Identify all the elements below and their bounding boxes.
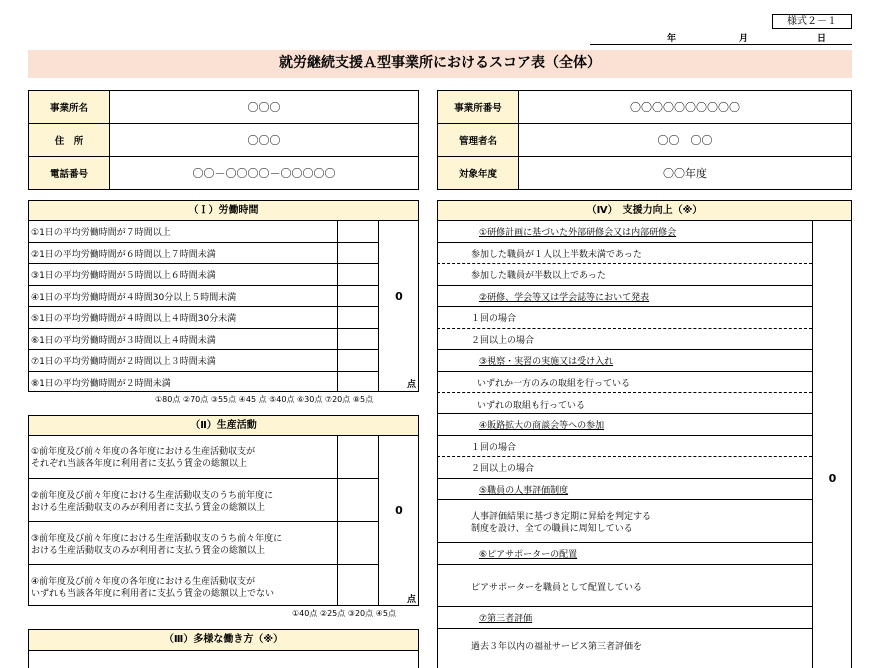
section4-group-title: ③視察・実習の実施又は受け入れ xyxy=(479,357,614,367)
section4-option: １回の場合 xyxy=(471,314,517,324)
section2-row-line xyxy=(28,564,378,565)
section2-item-line2: おける生産活動収支のみが利用者に支払う賃金の総額以上 xyxy=(31,503,266,513)
section1-score: 0 xyxy=(395,290,403,303)
section1-score-divider xyxy=(378,220,379,392)
section4-group-title: ⑤職員の人事評価制度 xyxy=(479,486,569,496)
section1-item: ⑧1日の平均労働時間が２時間未満 xyxy=(31,379,171,389)
section2-item-line2: いずれも当該各年度に利用者に支払う賃金の総額以上でない xyxy=(31,589,275,599)
section4-option: いずれか一方のみの取組を行っている xyxy=(477,379,631,389)
section4-group-title: ⑦第三者評価 xyxy=(479,614,533,624)
section2-item-line1: ①前年度及び前々年度の各年度における生産活動収支が xyxy=(31,447,256,457)
section4-line xyxy=(437,371,812,372)
section1-item: ②1日の平均労働時間が６時間以上７時間未満 xyxy=(31,250,216,260)
office-name-label: 事業所名 xyxy=(29,91,110,124)
section1-unit: 点 xyxy=(407,380,417,390)
date-year-label: 年 xyxy=(667,34,677,44)
section4-dash-line xyxy=(437,263,812,264)
section2-row-line xyxy=(28,521,378,522)
section4-line xyxy=(437,628,812,629)
form-number: 様式２－１ xyxy=(772,14,852,29)
section3-header: （Ⅲ）多様な働き方（※） xyxy=(28,629,419,651)
section2-item-line1: ③前年度及び前々年度における生産活動収支のうち前々年度に xyxy=(31,534,283,544)
section1-row-line xyxy=(28,328,378,329)
section2-item-line2: おける生産活動収支のみが利用者に支払う賃金の総額以上 xyxy=(31,546,266,556)
office-info-right xyxy=(437,90,852,190)
section4-line xyxy=(437,606,812,607)
section4-group-title: ⑥ピアサポーターの配置 xyxy=(479,550,578,560)
section1-item: ⑤1日の平均労働時間が４時間以上４時間30分未満 xyxy=(31,314,237,324)
phone-value: 〇〇－〇〇〇〇－〇〇〇〇〇 xyxy=(110,157,419,190)
section4-line xyxy=(437,413,812,414)
section4-option: 参加した職員が半数以上であった xyxy=(471,271,606,281)
address-label: 住 所 xyxy=(29,124,110,157)
date-underline xyxy=(590,44,852,45)
section1-header: （Ｉ）労働時間 xyxy=(28,200,419,221)
section4-line xyxy=(437,285,812,286)
section4-line xyxy=(437,564,812,565)
office-number-value: 〇〇〇〇〇〇〇〇〇〇 xyxy=(519,91,852,124)
section3-body xyxy=(28,650,419,668)
section4-option: ２回以上の場合 xyxy=(471,464,535,474)
section4-dash-line xyxy=(437,392,812,393)
section4-option: いずれの取組も行っている xyxy=(477,401,586,411)
section1-item: ④1日の平均労働時間が４時間30分以上５時間未満 xyxy=(31,293,237,303)
section1-row-line xyxy=(28,306,378,307)
section4-header: （Ⅳ） 支援力向上（※） xyxy=(437,200,852,221)
section4-option: ２回以上の場合 xyxy=(471,336,535,346)
phone-label: 電話番号 xyxy=(29,157,110,190)
date-month-label: 月 xyxy=(739,34,749,44)
section2-item-line1: ④前年度及び前々年度の各年度における生産活動収支が xyxy=(31,577,256,587)
section4-option: ピアサポーターを職員として配置している xyxy=(471,583,643,593)
section4-score-divider xyxy=(812,220,813,668)
section1-row-line xyxy=(28,263,378,264)
office-info-left xyxy=(28,90,419,190)
section4-group-title: ②研修、学会等又は学会誌等において発表 xyxy=(479,293,650,303)
section1-item: ①1日の平均労働時間が７時間以上 xyxy=(31,228,171,238)
section4-group-title: ①研修計画に基づいた外部研修会又は内部研修会 xyxy=(479,228,677,238)
section4-dash-line xyxy=(437,328,812,329)
section2-score: 0 xyxy=(395,504,403,517)
section4-option: 過去３年以内の福祉サービス第三者評価を xyxy=(471,642,643,652)
date-day-label: 日 xyxy=(817,34,827,44)
page-title: 就労継続支援Ａ型事業所におけるスコア表（全体） xyxy=(28,50,852,78)
section2-item-line2: それぞれ当該各年度に利用者に支払う賃金の総額以上 xyxy=(31,459,248,469)
section4-line xyxy=(437,542,812,543)
section4-option: 参加した職員が１人以上半数未満であった xyxy=(471,250,642,260)
section4-option-line2: 制度を設け、全ての職員に周知している xyxy=(471,524,633,534)
section1-row-line xyxy=(28,349,378,350)
section4-line xyxy=(437,435,812,436)
address-value: 〇〇〇 xyxy=(110,124,419,157)
section4-option-line1: 人事評価結果に基づき定期に昇給を判定する xyxy=(471,512,652,522)
section1-row-line xyxy=(28,285,378,286)
manager-label: 管理者名 xyxy=(438,124,519,157)
section1-row-line xyxy=(28,242,378,243)
section1-row-line xyxy=(28,371,378,372)
section1-item: ⑦1日の平均労働時間が２時間以上３時間未満 xyxy=(31,357,216,367)
section4-group-title: ④販路拡大の商談会等への参加 xyxy=(479,421,605,431)
section2-score-divider xyxy=(378,435,379,606)
section2-legend: ①40点 ②25点 ③20点 ④5点 xyxy=(292,609,396,618)
section4-dash-line xyxy=(437,456,812,457)
section4-line xyxy=(437,478,812,479)
section1-legend: ①80点 ②70点 ③55点 ④45 点 ⑤40点 ⑥30点 ⑦20点 ⑧5点 xyxy=(155,395,374,404)
section4-line xyxy=(437,349,812,350)
section4-option: １回の場合 xyxy=(471,443,517,453)
section4-line xyxy=(437,499,812,500)
section2-item-line1: ②前年度及び前々年度における生産活動収支のうち前年度に xyxy=(31,491,274,501)
manager-value: 〇〇 〇〇 xyxy=(519,124,852,157)
section1-item: ③1日の平均労働時間が５時間以上６時間未満 xyxy=(31,271,216,281)
section2-unit: 点 xyxy=(407,595,417,605)
section2-row-line xyxy=(28,478,378,479)
section2-header: （Ⅱ）生産活動 xyxy=(28,415,419,436)
section4-score: 0 xyxy=(828,472,837,485)
section1-item: ⑥1日の平均労働時間が３時間以上４時間未満 xyxy=(31,336,216,346)
office-number-label: 事業所番号 xyxy=(438,91,519,124)
target-year-label: 対象年度 xyxy=(438,157,519,190)
section4-line xyxy=(437,306,812,307)
section4-line xyxy=(437,242,812,243)
target-year-value: 〇〇年度 xyxy=(519,157,852,190)
office-name-value: 〇〇〇 xyxy=(110,91,419,124)
